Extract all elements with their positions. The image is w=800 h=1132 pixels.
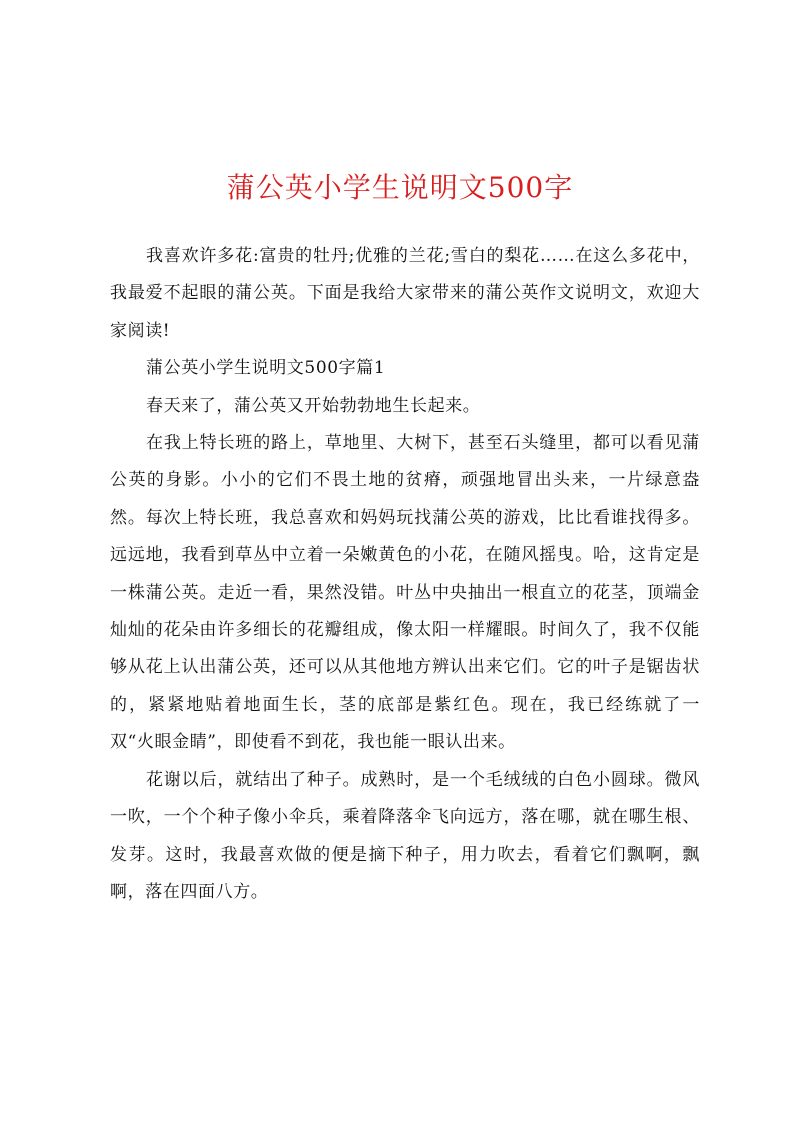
article-body — [110, 238, 700, 911]
intro-paragraph: 我喜欢许多花:富贵的牡丹;优雅的兰花;雪白的梨花……在这么多花中，我最爱不起眼的蒲公英。下面是我给大家带来的蒲公英作文说明文，欢迎大家阅读! — [110, 246, 700, 341]
paragraph-2: 在我上特长班的路上，草地里、大树下，甚至石头缝里，都可以看见蒲公英的身影。小小的它们不畏土地的贫瘠，顽强地冒出头来，一片绿意盎然。每次上特长班，我总喜欢和妈妈玩找蒲公英的游戏，比比看谁找得多。远远地，我看到草丛中立着一朵嫩黄色的小花，在随风摇曳。哈，这肯定是一株蒲公英。走近一看，果然没错。叶丛中央抽出一根直立的花茎，顶端金灿灿的花朵由许多细长的花瓣组成，像太阳一样耀眼。时间久了，我不仅能够从花上认出蒲公英，还可以从其他地方辨认出来它们。它的叶子是锯齿状的，紧紧地贴着地面生长，茎的底部是紫红色。现在，我已经练就了一双“火眼金睛”，即使看不到花，我也能一眼认出来。 — [110, 433, 700, 753]
section-heading: 蒲公英小学生说明文500字篇1 — [146, 358, 386, 379]
paragraph-1: 春天来了，蒲公英又开始勃勃地生长起来。 — [146, 395, 481, 416]
page-title: 蒲公英小学生说明文500字 — [226, 171, 574, 204]
paragraph-3: 花谢以后，就结出了种子。成熟时，是一个毛绒绒的白色小圆球。微风一吹，一个个种子像小伞兵，乘着降落伞飞向远方，落在哪，就在哪生根、发芽。这时，我最喜欢做的便是摘下种子，用力吹去，看着它们飘啊，飘啊，落在四面八方。 — [110, 769, 700, 902]
